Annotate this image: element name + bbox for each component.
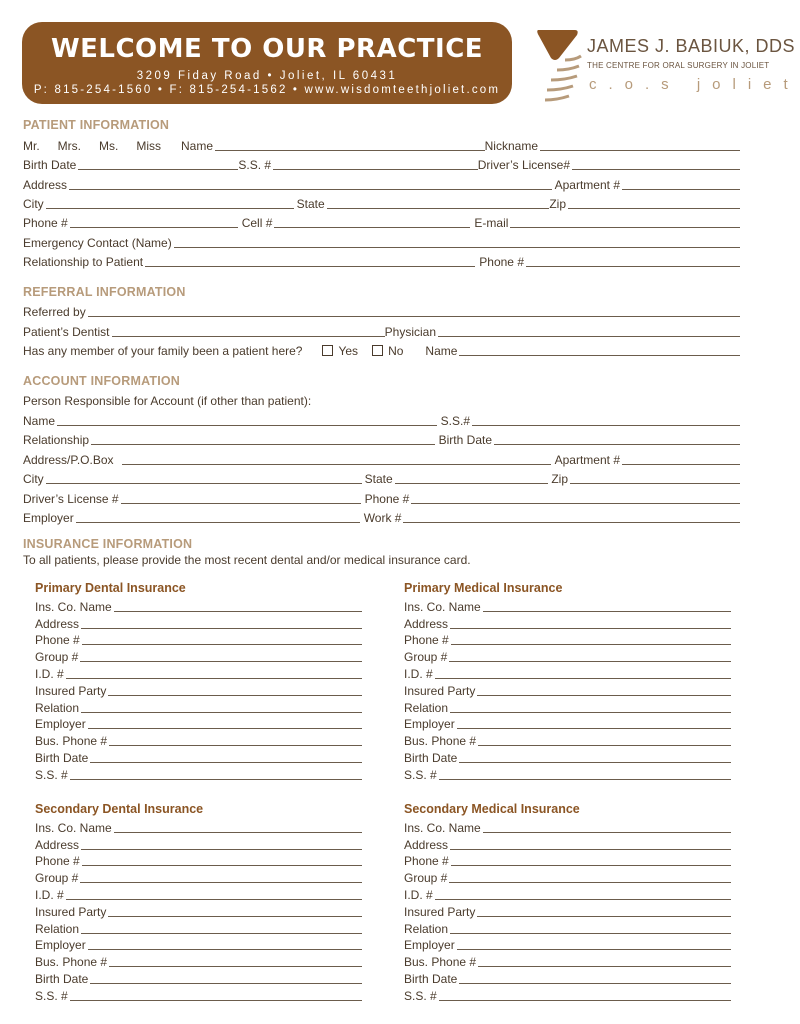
insurance-field-label: Birth Date <box>404 750 458 765</box>
emergency-contact-field[interactable] <box>174 247 740 248</box>
address-label: Address <box>23 178 68 192</box>
insurance-field-label: Group # <box>35 650 79 665</box>
account-apartment-label: Apartment # <box>554 453 620 467</box>
header-banner <box>22 22 512 104</box>
primary-medical-title: Primary Medical Insurance <box>404 581 563 595</box>
insurance-field-input[interactable] <box>82 865 362 866</box>
insurance-field-row <box>404 936 731 953</box>
insurance-field-input[interactable] <box>451 644 731 645</box>
insurance-field-input[interactable] <box>439 1000 731 1001</box>
insurance-field-label: Employer <box>404 938 455 953</box>
insurance-field-label: Employer <box>404 717 455 732</box>
practice-contact: P: 815-254-1560 • F: 815-254-1562 • www.wisdomteethjoliet.com <box>33 84 501 96</box>
family-name-field[interactable] <box>459 355 740 356</box>
insurance-field-row <box>35 647 362 664</box>
insurance-field-row <box>404 818 731 835</box>
insurance-field-row <box>404 731 731 748</box>
insurance-field-input[interactable] <box>81 712 362 713</box>
insurance-field-input[interactable] <box>435 899 731 900</box>
insurance-field-input[interactable] <box>483 832 731 833</box>
dentist-field[interactable] <box>112 336 385 337</box>
account-apartment-field[interactable] <box>622 464 740 465</box>
insurance-field-row <box>404 664 731 681</box>
account-state-field[interactable] <box>395 483 549 484</box>
insurance-field-row <box>404 885 731 902</box>
title-ms[interactable]: Ms. <box>99 139 119 153</box>
dentist-label: Patient’s Dentist <box>23 325 110 339</box>
insurance-field-input[interactable] <box>90 762 362 763</box>
emergency-contact-row <box>23 234 740 250</box>
patient-birth-row <box>23 156 740 172</box>
insurance-field-row <box>35 902 362 919</box>
account-address-field[interactable] <box>122 464 551 465</box>
insurance-field-row <box>35 698 362 715</box>
insurance-field-input[interactable] <box>81 628 362 629</box>
insurance-field-row <box>35 868 362 885</box>
insurance-field-label: Relation <box>35 700 80 715</box>
insurance-field-label: Group # <box>404 650 448 665</box>
phone-field[interactable] <box>70 227 238 228</box>
account-birth-date-label: Birth Date <box>438 433 492 447</box>
relationship-label: Relationship to Patient <box>23 255 144 269</box>
insurance-field-row <box>404 919 731 936</box>
account-phone-field[interactable] <box>411 503 740 504</box>
insurance-field-label: Phone # <box>35 633 80 648</box>
insurance-field-label: Group # <box>404 871 448 886</box>
account-employer-field[interactable] <box>76 522 360 523</box>
insurance-field-row <box>35 731 362 748</box>
insurance-field-input[interactable] <box>483 611 731 612</box>
account-phone-label: Phone # <box>364 492 410 506</box>
insurance-field-label: Insured Party <box>404 904 476 919</box>
city-field[interactable] <box>46 208 294 209</box>
insurance-field-row <box>35 969 362 986</box>
insurance-field-input[interactable] <box>88 728 362 729</box>
insurance-field-input[interactable] <box>114 611 362 612</box>
insurance-field-input[interactable] <box>114 832 362 833</box>
insurance-field-input[interactable] <box>435 678 731 679</box>
patient-address-row <box>23 176 740 192</box>
apartment-label: Apartment # <box>554 178 620 192</box>
yes-label: Yes <box>338 344 359 358</box>
physician-label: Physician <box>384 325 436 339</box>
insurance-field-label: Bus. Phone # <box>404 734 477 749</box>
insurance-field-row <box>35 986 362 1003</box>
insurance-field-input[interactable] <box>66 899 362 900</box>
patient-section-title: PATIENT INFORMATION <box>23 118 170 132</box>
relationship-row <box>23 253 740 269</box>
insurance-field-input[interactable] <box>80 661 362 662</box>
practice-logo <box>535 26 800 106</box>
primary-medical-block <box>404 580 731 782</box>
secondary-dental-fields <box>35 818 362 1003</box>
insurance-field-row <box>404 614 731 631</box>
insurance-field-row <box>404 631 731 648</box>
insurance-field-input[interactable] <box>451 865 731 866</box>
insurance-field-label: Bus. Phone # <box>404 955 477 970</box>
insurance-field-row <box>404 748 731 765</box>
logo-doctor-name: JAMES J. BABIUK, DDS <box>587 36 796 56</box>
zip-field[interactable] <box>568 208 740 209</box>
state-label: State <box>296 197 325 211</box>
insurance-field-label: S.S. # <box>35 767 68 782</box>
secondary-dental-title: Secondary Dental Insurance <box>35 802 204 816</box>
insurance-field-label: Address <box>35 616 80 631</box>
patient-name-field[interactable] <box>215 150 485 151</box>
insurance-field-label: Ins. Co. Name <box>404 599 481 614</box>
insurance-field-input[interactable] <box>81 849 362 850</box>
relationship-phone-field[interactable] <box>526 266 740 267</box>
referred-by-label: Referred by <box>23 305 86 319</box>
insurance-field-row <box>35 835 362 852</box>
insurance-field-label: Phone # <box>404 854 449 869</box>
insurance-field-input[interactable] <box>108 695 362 696</box>
account-address-label: Address/P.O.Box <box>23 453 114 467</box>
account-name-row <box>23 412 740 428</box>
practice-address: 3209 Fiday Road • Joliet, IL 60431 <box>136 70 398 82</box>
insurance-field-input[interactable] <box>109 745 362 746</box>
family-question-label: Has any member of your family been a patient here? <box>23 344 303 358</box>
insurance-field-row <box>404 681 731 698</box>
emergency-contact-label: Emergency Contact (Name) <box>23 236 172 250</box>
insurance-field-row <box>35 631 362 648</box>
insurance-field-input[interactable] <box>108 916 362 917</box>
insurance-field-input[interactable] <box>439 779 731 780</box>
insurance-field-row <box>35 765 362 782</box>
account-birth-date-field[interactable] <box>494 444 740 445</box>
insurance-field-input[interactable] <box>82 644 362 645</box>
insurance-field-row <box>404 647 731 664</box>
cell-field[interactable] <box>274 227 470 228</box>
insurance-field-row <box>404 698 731 715</box>
insurance-field-row <box>404 986 731 1003</box>
insurance-field-row <box>35 664 362 681</box>
account-ss-field[interactable] <box>472 425 740 426</box>
birth-date-field[interactable] <box>78 169 238 170</box>
account-state-label: State <box>364 472 393 486</box>
insurance-field-input[interactable] <box>477 695 731 696</box>
insurance-field-label: Address <box>35 837 80 852</box>
insurance-field-row <box>404 835 731 852</box>
insurance-field-row <box>35 681 362 698</box>
insurance-field-label: Birth Date <box>404 971 458 986</box>
account-relationship-field[interactable] <box>91 444 435 445</box>
title-miss[interactable]: Miss <box>136 139 162 153</box>
secondary-medical-block <box>404 801 731 1003</box>
insurance-field-label: Employer <box>35 717 86 732</box>
account-city-field[interactable] <box>46 483 362 484</box>
dentist-row <box>23 323 740 339</box>
insurance-field-input[interactable] <box>80 882 362 883</box>
secondary-medical-fields <box>404 818 731 1003</box>
insurance-field-input[interactable] <box>109 966 362 967</box>
insurance-field-row <box>35 936 362 953</box>
insurance-field-label: I.D. # <box>35 887 64 902</box>
logo-subtitle: THE CENTRE FOR ORAL SURGERY IN JOLIET <box>587 61 770 70</box>
insurance-field-input[interactable] <box>457 728 731 729</box>
email-label: E-mail <box>474 216 509 230</box>
account-work-label: Work # <box>363 511 402 525</box>
account-employer-row <box>23 509 740 525</box>
insurance-field-input[interactable] <box>459 762 731 763</box>
insurance-field-label: I.D. # <box>35 666 64 681</box>
state-field[interactable] <box>327 208 550 209</box>
family-name-label: Name <box>425 344 458 358</box>
insurance-field-label: Insured Party <box>35 904 107 919</box>
account-zip-field[interactable] <box>570 483 740 484</box>
account-work-field[interactable] <box>403 522 740 523</box>
insurance-field-input[interactable] <box>66 678 362 679</box>
drivers-license-field[interactable] <box>572 169 740 170</box>
ss-field[interactable] <box>273 169 478 170</box>
insurance-field-label: Ins. Co. Name <box>35 820 112 835</box>
yes-checkbox[interactable] <box>322 345 333 356</box>
nickname-label: Nickname <box>484 139 538 153</box>
tooth-logo-icon <box>535 26 585 106</box>
insurance-intro: To all patients, please provide the most recent dental and/or medical insurance card. <box>23 553 471 567</box>
insurance-field-input[interactable] <box>70 779 362 780</box>
insurance-field-input[interactable] <box>450 933 731 934</box>
referral-section-title: REFERRAL INFORMATION <box>23 285 186 299</box>
no-label: No <box>388 344 404 358</box>
insurance-field-row <box>35 885 362 902</box>
patient-name-label: Name <box>181 139 214 153</box>
page-title: WELCOME TO OUR PRACTICE <box>50 34 484 64</box>
ss-label: S.S. # <box>238 158 272 172</box>
logo-brand: c.o.s joliet <box>589 76 800 93</box>
address-field[interactable] <box>69 189 552 190</box>
account-employer-label: Employer <box>23 511 74 525</box>
insurance-field-row <box>35 748 362 765</box>
account-ss-label: S.S.# <box>440 414 470 428</box>
insurance-field-label: Phone # <box>404 633 449 648</box>
insurance-field-label: I.D. # <box>404 666 433 681</box>
primary-dental-block <box>35 580 362 782</box>
insurance-field-label: Ins. Co. Name <box>35 599 112 614</box>
title-mrs[interactable]: Mrs. <box>57 139 81 153</box>
account-zip-label: Zip <box>551 472 568 486</box>
insurance-field-input[interactable] <box>450 712 731 713</box>
insurance-field-label: S.S. # <box>404 988 437 1003</box>
primary-medical-fields <box>404 597 731 782</box>
insurance-field-label: Ins. Co. Name <box>404 820 481 835</box>
insurance-field-input[interactable] <box>81 933 362 934</box>
city-label: City <box>23 197 44 211</box>
email-field[interactable] <box>510 227 740 228</box>
nickname-field[interactable] <box>540 150 740 151</box>
insurance-field-row <box>404 902 731 919</box>
insurance-field-label: S.S. # <box>404 767 437 782</box>
insurance-field-input[interactable] <box>90 983 362 984</box>
insurance-field-input[interactable] <box>478 966 731 967</box>
account-license-row <box>23 490 740 506</box>
insurance-field-input[interactable] <box>457 949 731 950</box>
insurance-field-label: Bus. Phone # <box>35 955 108 970</box>
insurance-field-input[interactable] <box>459 983 731 984</box>
insurance-field-input[interactable] <box>449 882 731 883</box>
primary-dental-fields <box>35 597 362 782</box>
secondary-dental-block <box>35 801 362 1003</box>
insurance-field-input[interactable] <box>450 849 731 850</box>
insurance-field-label: S.S. # <box>35 988 68 1003</box>
insurance-field-label: Phone # <box>35 854 80 869</box>
insurance-field-label: Birth Date <box>35 971 89 986</box>
account-name-field[interactable] <box>57 425 437 426</box>
insurance-field-label: Insured Party <box>35 683 107 698</box>
patient-name-row <box>23 137 740 153</box>
drivers-license-label: Driver’s License# <box>477 158 570 172</box>
account-name-label: Name <box>23 414 56 428</box>
insurance-field-row <box>35 715 362 732</box>
physician-field[interactable] <box>438 336 740 337</box>
referred-by-row <box>23 303 740 319</box>
relationship-phone-label: Phone # <box>479 255 524 269</box>
insurance-field-row <box>404 852 731 869</box>
apartment-field[interactable] <box>622 189 740 190</box>
account-license-field[interactable] <box>121 503 361 504</box>
insurance-field-label: Birth Date <box>35 750 89 765</box>
patient-city-row <box>23 195 740 211</box>
insurance-field-input[interactable] <box>88 949 362 950</box>
family-question-row <box>23 342 740 358</box>
insurance-field-label: Address <box>404 837 449 852</box>
no-checkbox[interactable] <box>372 345 383 356</box>
insurance-field-label: I.D. # <box>404 887 433 902</box>
referred-by-field[interactable] <box>88 316 740 317</box>
insurance-field-row <box>35 597 362 614</box>
insurance-section-title: INSURANCE INFORMATION <box>23 537 193 551</box>
insurance-field-row <box>404 765 731 782</box>
cell-label: Cell # <box>241 216 273 230</box>
no-option[interactable] <box>372 344 403 358</box>
account-city-label: City <box>23 472 44 486</box>
insurance-field-label: Insured Party <box>404 683 476 698</box>
insurance-field-input[interactable] <box>70 1000 362 1001</box>
insurance-field-row <box>404 969 731 986</box>
insurance-field-input[interactable] <box>478 745 731 746</box>
account-section-title: ACCOUNT INFORMATION <box>23 374 181 388</box>
insurance-field-label: Employer <box>35 938 86 953</box>
account-address-row <box>23 451 740 467</box>
phone-label: Phone # <box>23 216 68 230</box>
title-mr[interactable]: Mr. <box>23 139 40 153</box>
account-license-label: Driver’s License # <box>23 492 119 506</box>
patient-phone-row <box>23 214 740 230</box>
insurance-field-row <box>35 919 362 936</box>
insurance-field-row <box>35 614 362 631</box>
relationship-field[interactable] <box>145 266 475 267</box>
birth-date-label: Birth Date <box>23 158 77 172</box>
insurance-field-label: Relation <box>404 921 449 936</box>
insurance-field-row <box>35 818 362 835</box>
insurance-field-label: Address <box>404 616 449 631</box>
insurance-field-row <box>404 715 731 732</box>
insurance-field-label: Group # <box>35 871 79 886</box>
insurance-field-row <box>404 597 731 614</box>
primary-dental-title: Primary Dental Insurance <box>35 581 186 595</box>
yes-option[interactable] <box>322 344 358 358</box>
insurance-field-label: Bus. Phone # <box>35 734 108 749</box>
insurance-field-label: Relation <box>404 700 449 715</box>
account-intro: Person Responsible for Account (if other than patient): <box>23 394 312 408</box>
account-city-row <box>23 470 740 486</box>
account-relationship-row <box>23 431 740 447</box>
zip-label: Zip <box>549 197 566 211</box>
insurance-field-input[interactable] <box>477 916 731 917</box>
insurance-field-input[interactable] <box>449 661 731 662</box>
insurance-field-input[interactable] <box>450 628 731 629</box>
insurance-field-row <box>404 952 731 969</box>
insurance-field-row <box>35 852 362 869</box>
secondary-medical-title: Secondary Medical Insurance <box>404 802 580 816</box>
insurance-field-row <box>404 868 731 885</box>
insurance-field-row <box>35 952 362 969</box>
account-relationship-label: Relationship <box>23 433 90 447</box>
insurance-field-label: Relation <box>35 921 80 936</box>
